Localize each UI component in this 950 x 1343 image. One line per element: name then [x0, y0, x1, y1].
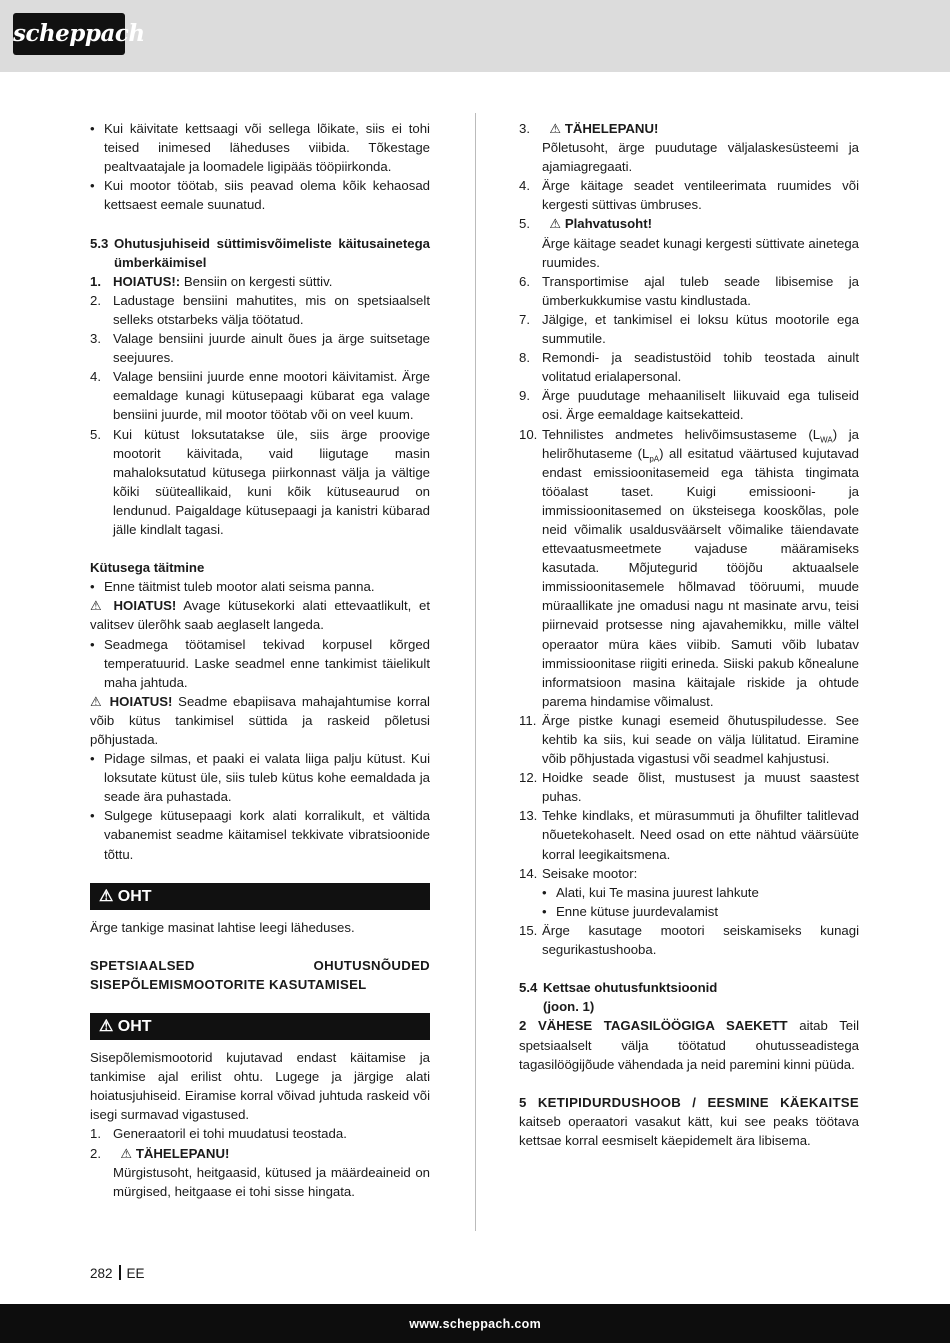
list-item: 5. ⚠ Plahvatusoht! Ärge käitage seadet kunagi kergesti süttivate ainetega ruumides.: [519, 216, 859, 270]
warning-triangle-icon: ⚠: [542, 121, 562, 136]
list-item: 3. Valage bensiini juurde ainult õues ja ärge suitsetage seejuures.: [90, 331, 430, 366]
website-url[interactable]: www.scheppach.com: [409, 1317, 541, 1331]
brand-logo: scheppach: [13, 13, 125, 55]
warning-triangle-icon: ⚠: [99, 887, 114, 905]
list-item: 13. Tehke kindlaks, et mürasummuti ja õhufilter talitlevad nõuetekohaselt. Need osad on ette nähtud väärsüüte korral leegikaitsmena.: [519, 808, 859, 862]
list-item: 10. Tehnilistes andmetes helivõimsustaseme $(L_{WA})$ ja helirõhutaseme $(L_{pA})$ all esitatud väärtused kujutavad endast emissioonitasemeid ega tähista tingimata tööalast taset. Kuigi emissiooni- ja immissioonitasemed on üksteisega kooskõlas, pole neid võimalik usaldusväärselt võimalike täiendavate ettevaatusmeetmete vajaduse määramiseks kasutada. Mõjutegurid tööjõu aktuaalsele immissioonitasemele hõlmavad tööruumi, muude müraallikate jne omadusi nagu nt masinate arvu, teisi piirnevaid protsesse ning ajavahemikku, mille vältel operaator müra käes viibib. Samuti võib lubatav immissioonitase riigiti erineda. Siiski pakub kõnealune informatsioon masina käitajale riskide ja ohtude parema hindamise võimalust.: [519, 426, 860, 709]
list-item: 9. Ärge puudutage mehaaniliselt liikuvaid ega tuliseid osi. Ärge eemaldage kaitsekatteid.: [519, 388, 859, 423]
list-item: • Enne täitmist tuleb mootor alati seisma panna.: [90, 577, 430, 596]
section-heading-5-4: 5.4 Kettsae ohutusfunktsioonid (joon. 1): [519, 980, 718, 1015]
warning-triangle-icon: ⚠: [99, 1018, 114, 1036]
list-item: • Seadmega töötamisel tekivad korpusel kõrged temperatuurid. Laske seadmel enne tankimist täielikult maha jahtuda.: [90, 635, 430, 692]
list-item: 15. Ärge kasutage mootori seiskamiseks kunagi segurikastushooba.: [519, 922, 859, 958]
list-item: 7. Jälgige, et tankimisel ei loksu kütus mootorile ega summutile.: [519, 311, 859, 347]
fuel-heading: Kütusega täitmine: [90, 560, 205, 576]
paragraph: 5 KETIPIDURDUSHOOB / EESMINE KÄEKAITSE kaitseb operaatori vasakut kätt, kui see peaks töötava kettsae korral eesmiselt käepidemelt ära libisema.: [519, 1094, 859, 1148]
list-item: 11. Ärge pistke kunagi esemeid õhutuspiludesse. See kehtib ka siis, kui seade on välja lülitatud. Eiramine võib põhjustada vigastusi või seadmel kahjustusi.: [519, 712, 859, 767]
paragraph: 2 VÄHESE TAGASILÖÖGIGA SAEKETT aitab Teil spetsiaalselt välja töötatud ohutusseadistega tagasilöögijõude vähendada ja neid paremini kinni püüda.: [519, 1018, 859, 1072]
danger-text: Ärge tankige masinat lahtise leegi läheduses.: [90, 919, 355, 935]
danger-bar: ⚠ OHT: [90, 883, 430, 910]
page-number: 282: [90, 1266, 113, 1281]
list-item: 4. Valage bensiini juurde enne mootori käivitamist. Ärge eemaldage kunagi kütusepaagi kübarat ega valage bensiini juurde, mil mootor töötab või on veel kuum.: [90, 369, 430, 423]
list-item: • Pidage silmas, et paaki ei valata liiga palju kütust. Kui loksutate kütust üle, siis tuleb kütus kohe eemaldada ja seade ära puhastada.: [90, 749, 430, 806]
list-item: • Sulgege kütusepaagi kork alati korralikult, et vältida vabanemist seadme käitamisel tekkivate vibratsioonide tõttu.: [90, 806, 430, 863]
list-item: 5. Kui kütust loksutatakse üle, siis ärge proovige mootorit käivitada, vaid liigutage masin mahaloksutatud kütusega piirkonnast välja ja vältige kõiki süüteallikaid, kuni kõik kütuseaurud on lendunud. Paigaldage kütusepaagi ja kanistri kübarad jälle kindlalt tagasi.: [90, 426, 430, 537]
list-item: 2. ⚠ TÄHELEPANU! Mürgistusoht, heitgaasid, kütused ja määrdeaineid on mürgised, heitgaase ei tohi sisse hingata.: [90, 1145, 430, 1199]
warning-paragraph: ⚠ HOIATUS! Seadme ebapiisava mahajahtumise korral võib kütus tankimisel süttida ja raskeid põletusi põhjustada.: [90, 693, 430, 747]
danger-bar: ⚠ OHT: [90, 1013, 430, 1040]
list-item: • Enne kütuse juurdevalamist: [519, 902, 859, 921]
warning-triangle-icon: ⚠: [542, 216, 562, 232]
section-heading-5-3: 5.3 Ohutusjuhiseid süttimisvõimeliste käitusainetega ümberkäimisel: [90, 235, 430, 270]
list-item: • Kui mootor töötab, siis peavad olema kõik kehaosad kettsaest eemale suunatud.: [90, 176, 430, 214]
left-column: [90, 119, 430, 1201]
list-item: 1. Generaatoril ei tohi muudatusi teostada.: [90, 1126, 347, 1142]
list-item: • Alati, kui Te masina juurest lahkute: [519, 883, 859, 902]
column-divider: [475, 113, 476, 1231]
footer-bar: [0, 1304, 950, 1343]
list-item: 4. Ärge käitage seadet ventileerimata ruumides või kergesti süttivas ümbruses.: [519, 178, 859, 213]
right-column: [519, 119, 859, 1150]
list-item: 1. HOIATUS!: Bensiin on kergesti süttiv.: [90, 273, 333, 289]
list-item: 8. Remondi- ja seadistustöid tohib teostada ainult volitatud erialapersonal.: [519, 350, 859, 385]
list-item: 3. ⚠ TÄHELEPANU! Põletusoht, ärge puudutage väljalaskesüsteemi ja ajamiagregaati.: [519, 121, 859, 175]
warning-triangle-icon: ⚠: [90, 693, 104, 709]
warning-triangle-icon: ⚠: [113, 1145, 133, 1161]
list-item: 12. Hoidke seade õlist, mustusest ja muust saastest puhas.: [519, 770, 859, 805]
list-item: 14. Seisake mootor:: [519, 865, 638, 881]
list-item: • Kui käivitate kettsaagi või sellega lõikate, siis ei tohi teised inimesed läheduses viibida. Tõkestage pealtvaatajale ja loomadele ligipääs tööpiirkonda.: [90, 119, 430, 176]
page-footer: [90, 1264, 145, 1283]
list-item: 6. Transportimise ajal tuleb seade libisemise ja ümberkukkumise vastu kindlustada.: [519, 273, 859, 308]
warning-paragraph: ⚠ HOIATUS! Avage kütusekorki alati ettevaatlikult, et valitsev ülerõhk saab aeglaselt langeda.: [90, 598, 430, 633]
header-bar: [0, 0, 950, 72]
warning-triangle-icon: ⚠: [90, 598, 106, 614]
special-heading: SPETSIAALSED OHUTUSNÕUDED SISEPÕLEMISMOOTORITE KASUTAMISEL: [90, 957, 430, 992]
language-code: EE: [126, 1266, 145, 1281]
list-item: 2. Ladustage bensiini mahutites, mis on spetsiaalselt selleks otstarbeks välja töötatud.: [90, 292, 430, 327]
danger-text: Sisepõlemismootorid kujutavad endast käitamise ja tankimise ajal erilist ohtu. Lugege ja järgige alati hoiatusjuhiseid. Eiramise korral võivad juhtuda raskeid või isegi surmavad vigastused.: [90, 1050, 430, 1123]
